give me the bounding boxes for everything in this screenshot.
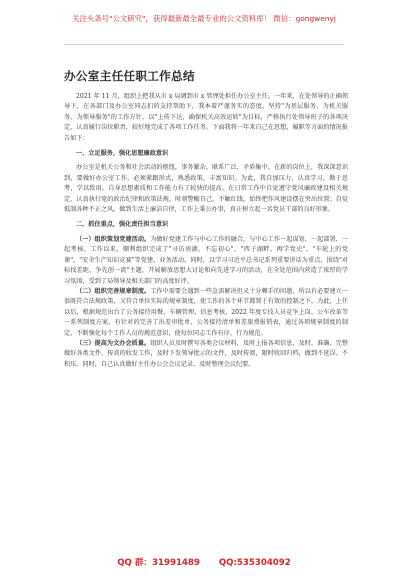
- item-lead: （二）组织完善规章制度。: [76, 287, 151, 295]
- header-banner: 关注头条号"公文研究"，获得最新最全最专业的公文资料库！ 微信：gongwenyj: [72, 14, 336, 23]
- section-heading: 二、抓住重点，强化责任担当意识: [76, 221, 169, 229]
- item-text: 为做好党建工作与中心工作的融合，与中心工作一起谋划、一起部署、一起考核。工作以来，顺利组织完成了"寻访南湖，不忘初心"、"西子湖畔，再学党史"、"车轮上的党课"、"安全生产知识竞赛"等党建、业务活动。同时，以学习习近平总书记系列重要讲话为重点，围绕"对标找差距、争先创一流"主题，开展解放思想大讨论和向先进学习的活动，在全处范围内营造了浓厚的学习氛围，受到了局领导及相关部门的高度好评。: [64, 235, 348, 285]
- body-paragraph: [64, 339, 348, 370]
- document-body: [64, 92, 348, 370]
- item-lead: （三）提高为文办会质量。: [76, 339, 151, 347]
- footer-qq-group: QQ 群：31991489: [117, 558, 200, 568]
- header-divider: [64, 44, 344, 45]
- footer-contact: [0, 556, 408, 568]
- intro-paragraph: 2021 年 11 月，组织上把我从市 x 局调到市 x 管理处担任办公室主任。一年来，在处领导的正确领导下，在各部门及办公室同志们的支持帮助下，我本着严谨务实的态度，坚持"为基层服务、为机关服务、为领导服务"的工作方针，以"上传下达，确保机关高效运转"为目标，严格执行处领导班子的各项决定，认真履行岗位职责，较好地完成了各项工作任务。下面我将一年来自己在思想、履职等方面的情况报告如下：: [64, 93, 348, 142]
- item-lead: （一）组织策划党建活动。: [76, 235, 151, 243]
- body-paragraph: [64, 287, 348, 339]
- footer-qq: QQ:535304092: [218, 558, 291, 568]
- body-paragraph: [64, 235, 348, 287]
- section-heading: 一、立足服务，强化思想廉政意识: [76, 150, 169, 158]
- document-title: 办公室主任任职工作总结: [64, 69, 195, 83]
- body-paragraph: 办公室是机关公务和社会活动的枢纽，事务繁杂，联系广泛，矛盾集中。在新的岗位上，我深深意识到，要做好办公室工作，必须紧跟形式，熟悉政策，丰富知识。为此，我自加压力，认真学习，勤于思考，学以致用，自身思想素质和工作能力有了较快的提高。在日常工作中自觉遵守党风廉政建设相关规定，认真执行党的政治纪律和政策法规，时刻警醒自己，不触红线，始终把作风建设摆在突出位置；自觉抵制各种不正之风，做到生活上廉洁自律，工作上秉公办事，真正树立起一名党员干部的良好形象。: [64, 164, 348, 214]
- item-text: 工作中需要会遇到一些急需解决但又十分棘手的问题，所以有必要建立一套既符合法规政策，又符合单位实际的规章制度，使工作的各个环节都置于有效的控制之下。为此，上任以后，根据规范出台了公务接待用餐、车辆管理、信息考核、2022 年度专技人员竞争上岗、公车改革等一系列制度方案，有针对的完善了出差审批单、公务接待清单和差旅费报销表，通过各项规章制度的制定，不断强化每个工作人员的规范意识，使每位同志工作有序、行为规范。: [64, 287, 348, 337]
- item-text: 组织人员及时撰写各类会议材料，及时上报各项信息，及时、准确、完整做好各类文件、传真的收发工作，及时下发领导批示的文件，及时传阅，限时收回归档，做到不延误、不积压。同时，自己认真做好主任办公会会议记录、及时整理会议纪要。: [64, 339, 348, 368]
